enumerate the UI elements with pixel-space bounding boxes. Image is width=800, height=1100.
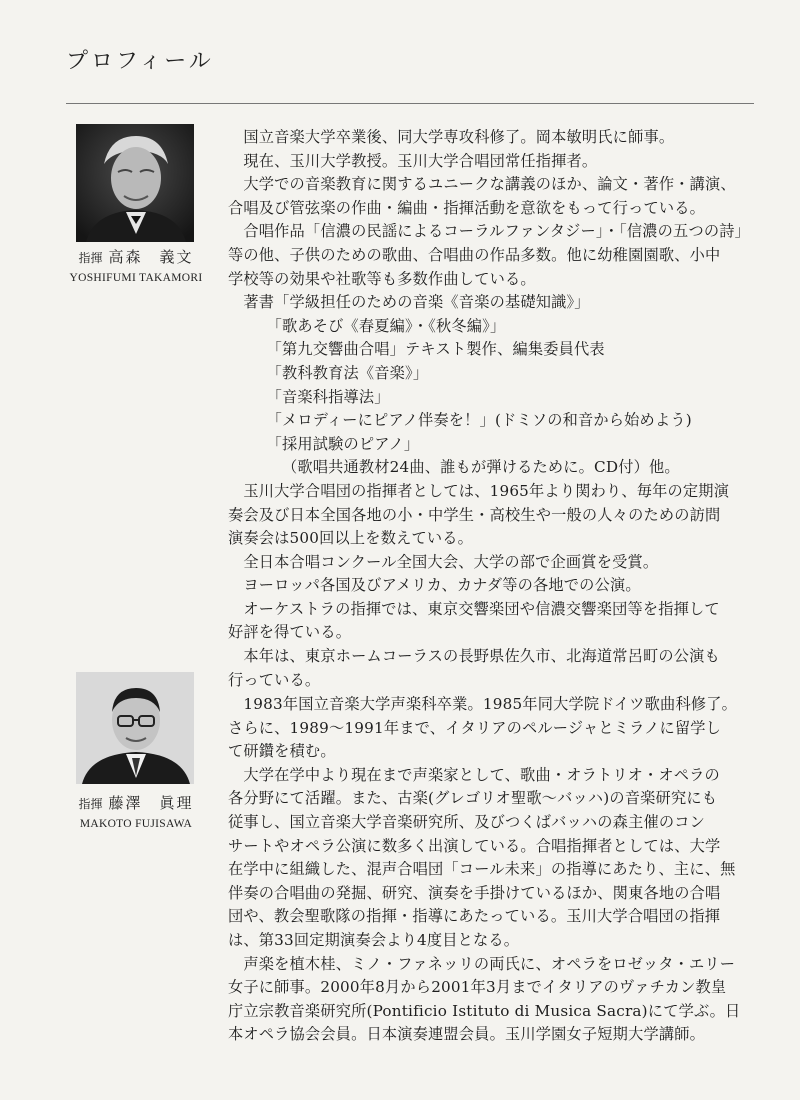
bio-line: 国立音楽大学卒業後、同大学専攻科修了。岡本敏明氏に師事。 xyxy=(228,128,675,146)
bio-line: 「音楽科指導法」 xyxy=(228,387,390,406)
profile-caption-takamori xyxy=(66,246,206,287)
bio-line: 本年は、東京ホームコーラスの長野県佐久市、北海道常呂町の公演も xyxy=(228,647,720,666)
bio-line: 従事し、国立音楽大学音楽研究所、及びつくばバッハの森主催のコン xyxy=(228,812,706,831)
bio-line: 「教科教育法《音楽》」 xyxy=(228,363,429,382)
bio-line: （歌唱共通教材24曲、誰もが弾けるために。CD付）他。 xyxy=(228,458,680,477)
conductor-name-en: MAKOTO FUJISAWA xyxy=(79,818,193,830)
bio-line: 「歌あそび《春夏編》・《秋冬編》」 xyxy=(228,316,506,335)
bio-line: 奏会及び日本全国各地の小・中学生・高校生や一般の人々のための訪問 xyxy=(228,505,721,524)
bio-line: 著書「学級担任のための音楽《音楽の基礎知識》」 xyxy=(228,293,590,312)
bio-line: 声楽を植木桂、ミノ・ファネッリの両氏に、オペラをロゼッタ・エリー xyxy=(228,954,736,973)
bio-line: は、第33回定期演奏会より4度目となる。 xyxy=(228,930,520,949)
bio-line: 団や、教会聖歌隊の指揮・指導にあたっている。玉川大学合唱団の指揮 xyxy=(228,907,721,926)
bio-line: て研鑽を積む。 xyxy=(228,742,336,761)
bio-line: 学校等の効果や社歌等も多数作曲している。 xyxy=(228,269,536,288)
bio-line: 演奏会は500回以上を数えている。 xyxy=(228,529,474,548)
biography-fujisawa xyxy=(228,693,768,1047)
bio-line: 伴奏の合唱曲の発掘、研究、演奏を手掛けているほか、関東各地の合唱 xyxy=(228,883,721,902)
bio-line: 現在、玉川大学教授。玉川大学合唱団常任指揮者。 xyxy=(228,151,598,170)
bio-line: 合唱作品「信濃の民謡によるコーラルファンタジー」・「信濃の五つの詩」 xyxy=(228,222,750,241)
bio-line: 在学中に組織した、混声合唱団「コール未来」の指導にあたり、主に、無 xyxy=(228,860,736,879)
conductor-name-jp: 高森 義文 xyxy=(108,248,194,266)
bio-line: 本オペラ協会会員。日本演奏連盟会員。玉川学園女子短期大学講師。 xyxy=(228,1025,706,1044)
bio-line: 合唱及び管弦楽の作曲・編曲・指揮活動を意欲をもって行っている。 xyxy=(228,198,706,217)
bio-line: 「採用試験のピアノ」 xyxy=(228,434,420,453)
conductor-name-en: YOSHIFUMI TAKAMORI xyxy=(69,272,203,284)
bio-line: 等の他、子供のための歌曲、合唱曲の作品多数。他に幼稚園園歌、小中 xyxy=(228,245,721,264)
bio-line: 大学在学中より現在まで声楽家として、歌曲・オラトリオ・オペラの xyxy=(228,765,720,784)
portrait-photo-fujisawa xyxy=(76,672,194,784)
bio-line: 全日本合唱コンクール全国大会、大学の部で企画賞を受賞。 xyxy=(228,552,659,571)
biography-takamori xyxy=(228,126,768,692)
bio-line: 各分野にて活躍。また、古楽(グレゴリオ聖歌～バッハ)の音楽研究にも xyxy=(228,789,718,808)
bio-line: 大学での音楽教育に関するユニークな講義のほか、論文・著作・講演、 xyxy=(228,175,736,194)
bio-line: 1983年国立音楽大学声楽科卒業。1985年同大学院ドイツ歌曲科修了。 xyxy=(228,695,737,713)
profile-caption-fujisawa xyxy=(66,792,206,833)
bio-line: 女子に師事。2000年8月から2001年3月までイタリアのヴァチカン教皇 xyxy=(228,978,727,997)
bio-line: 好評を得ている。 xyxy=(228,623,352,642)
bio-line: 「第九交響曲合唱」テキスト製作、編集委員代表 xyxy=(228,340,605,359)
bio-line: 庁立宗教音楽研究所(Pontificio Istituto di Musica Sacra)にて学ぶ。日 xyxy=(228,1001,741,1020)
title-divider xyxy=(66,103,754,104)
bio-line: 玉川大学合唱団の指揮者としては、1965年より関わり、毎年の定期演 xyxy=(228,481,730,500)
bio-line: 「メロディーにピアノ伴奏を！」(ドミソの和音から始めよう) xyxy=(228,411,692,430)
bio-line: オーケストラの指揮では、東京交響楽団や信濃交響楽団等を指揮して xyxy=(228,599,720,618)
conductor-name-jp: 藤澤 眞理 xyxy=(108,794,194,812)
bio-line: サートやオペラ公演に数多く出演している。合唱指揮者としては、大学 xyxy=(228,836,721,855)
bio-line: 行っている。 xyxy=(228,670,321,689)
page-title: プロフィール xyxy=(66,49,214,74)
bio-line: さらに、1989～1991年まで、イタリアのペルージャとミラノに留学し xyxy=(228,718,721,737)
portrait-photo-takamori xyxy=(76,124,194,242)
role-label: 指揮 xyxy=(78,797,103,811)
role-label: 指揮 xyxy=(78,251,103,265)
bio-line: ヨーロッパ各国及びアメリカ、カナダ等の各地での公演。 xyxy=(228,576,641,595)
